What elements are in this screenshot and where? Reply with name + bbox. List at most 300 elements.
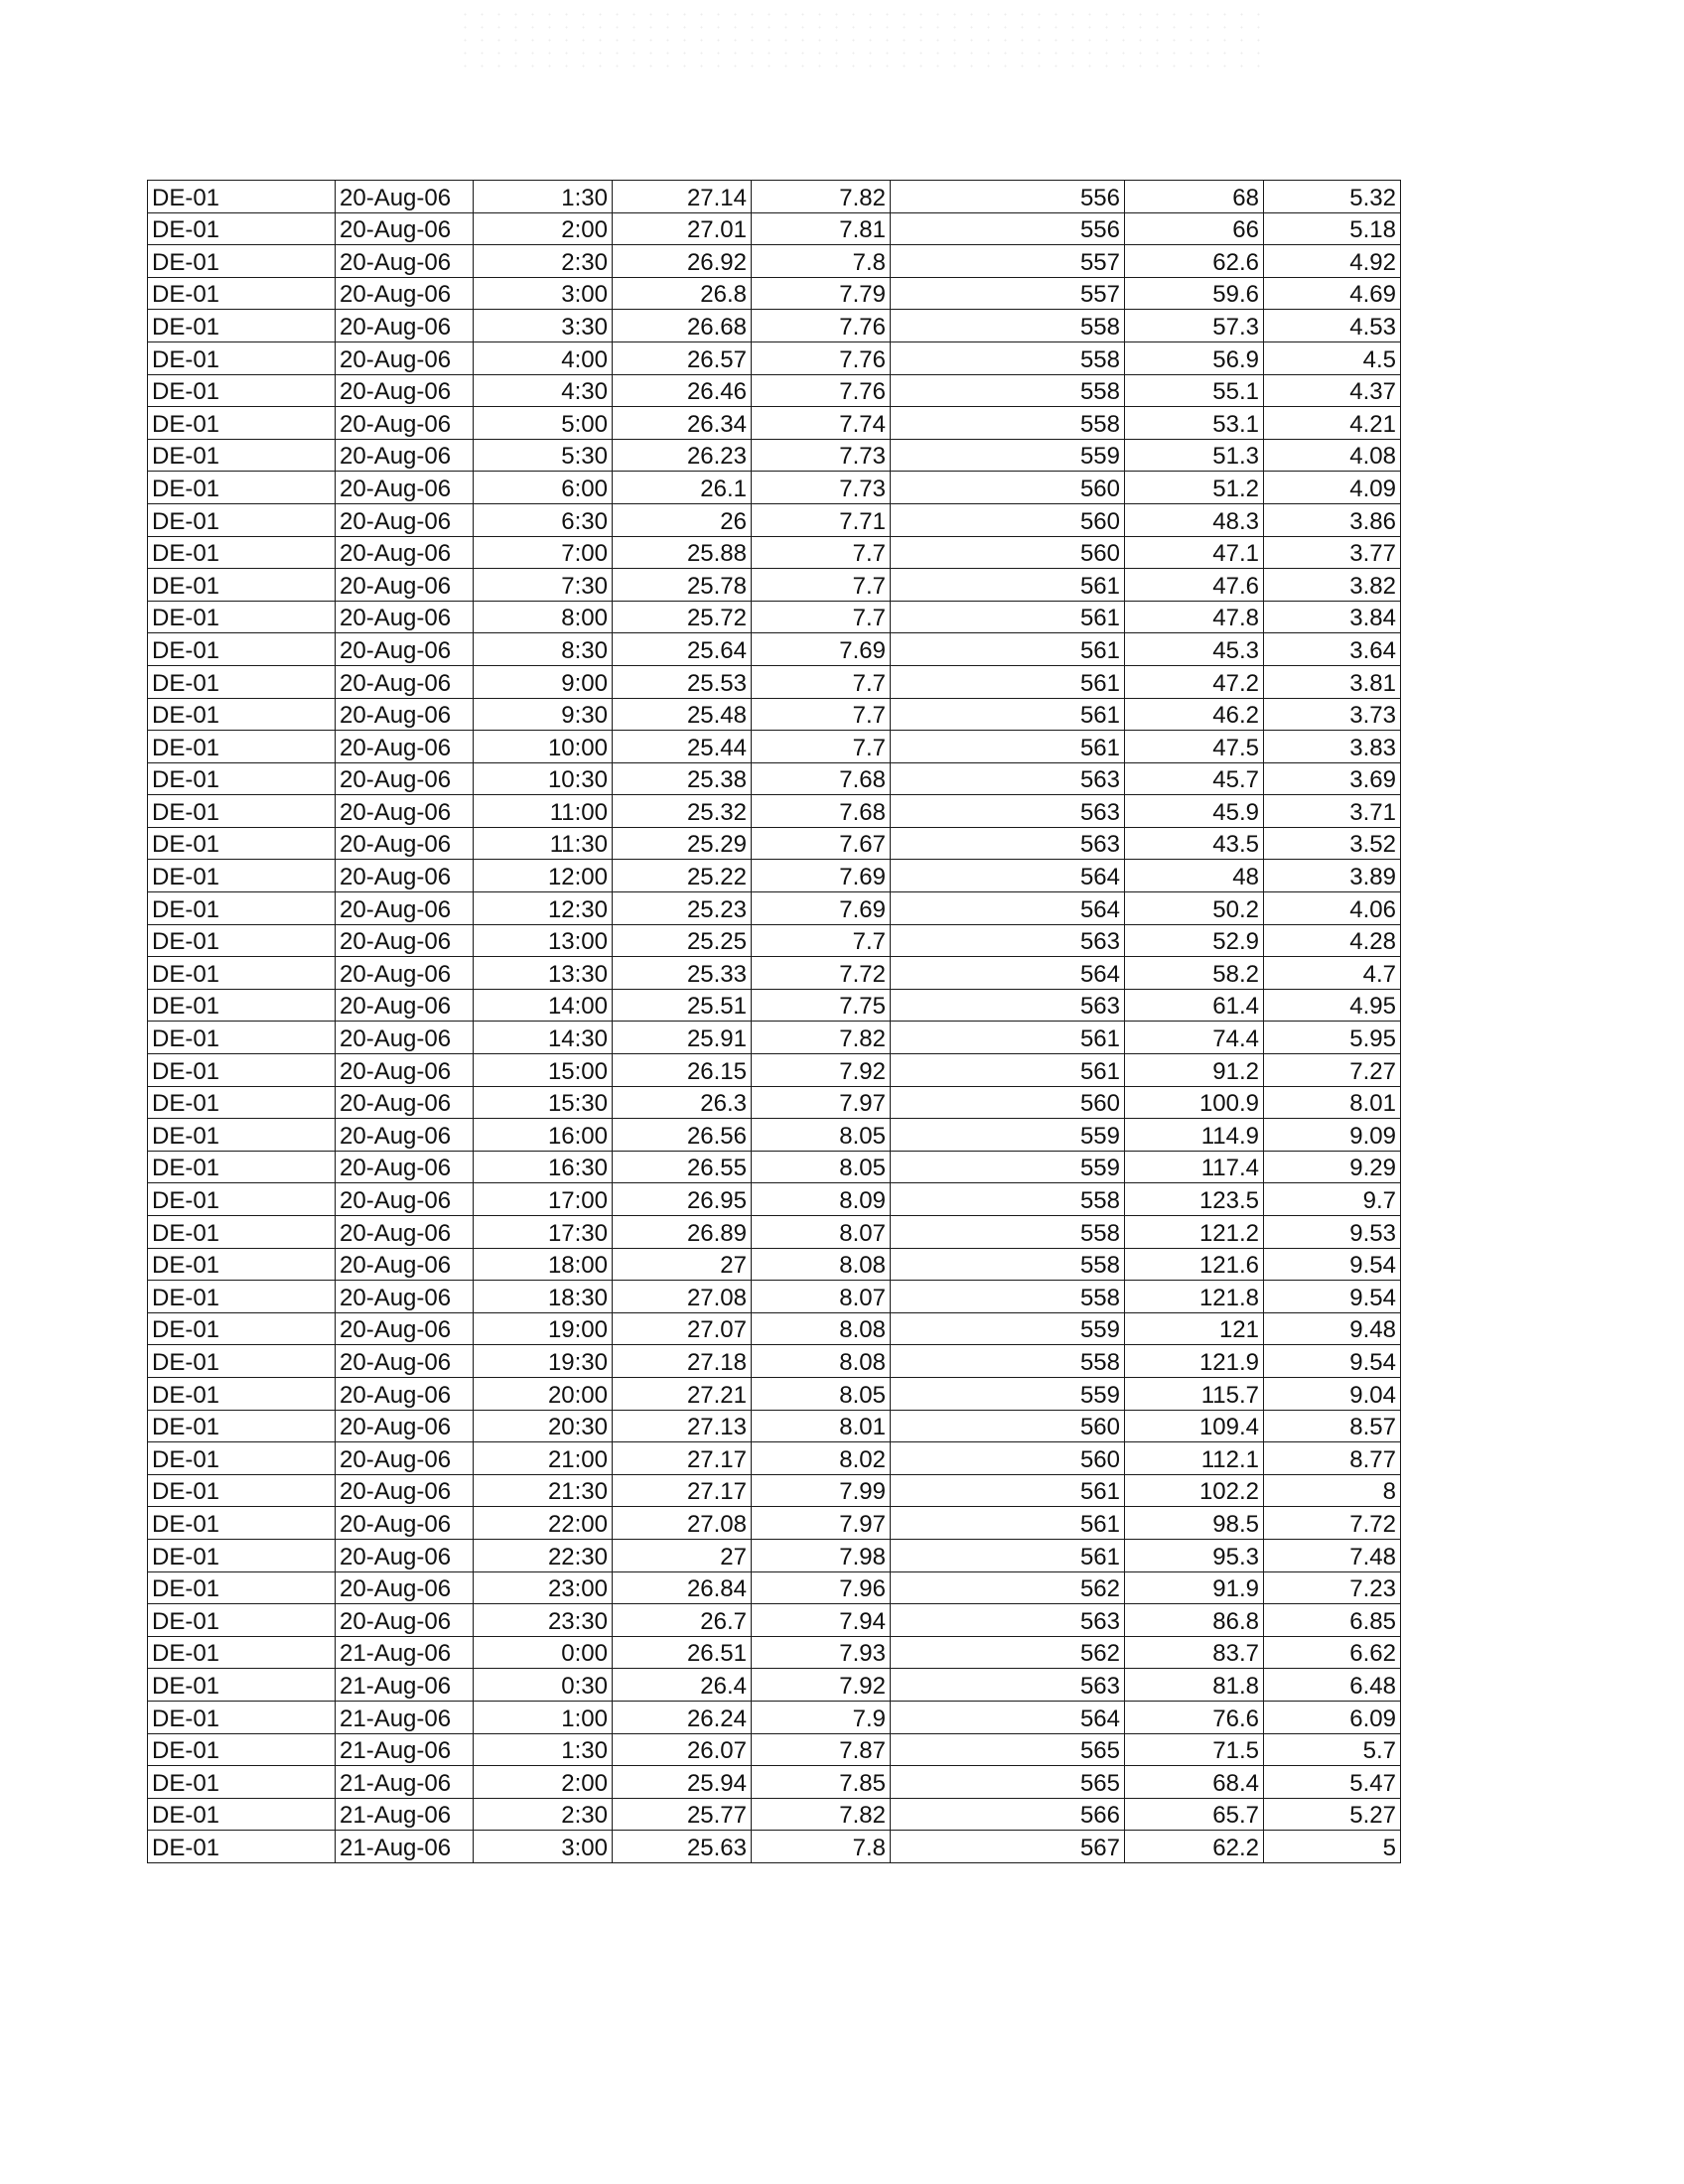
date-cell: 20-Aug-06 bbox=[336, 1507, 474, 1540]
ph-cell: 7.7 bbox=[752, 924, 891, 957]
station-cell: DE-01 bbox=[148, 1604, 336, 1637]
ph-cell: 7.7 bbox=[752, 536, 891, 569]
time-cell: 20:30 bbox=[474, 1410, 613, 1442]
do-concentration-cell: 4.37 bbox=[1264, 374, 1401, 407]
do-saturation-cell: 47.2 bbox=[1125, 665, 1264, 698]
table-row bbox=[148, 1669, 1401, 1702]
date-cell: 20-Aug-06 bbox=[336, 1474, 474, 1507]
date-cell: 21-Aug-06 bbox=[336, 1701, 474, 1733]
conductivity-cell: 563 bbox=[891, 762, 1125, 795]
date-cell: 20-Aug-06 bbox=[336, 277, 474, 310]
conductivity-cell: 560 bbox=[891, 1442, 1125, 1475]
conductivity-cell: 559 bbox=[891, 1151, 1125, 1183]
do-saturation-cell: 83.7 bbox=[1125, 1636, 1264, 1669]
ph-cell: 7.94 bbox=[752, 1604, 891, 1637]
time-cell: 16:00 bbox=[474, 1119, 613, 1152]
time-cell: 15:00 bbox=[474, 1054, 613, 1087]
time-cell: 15:30 bbox=[474, 1086, 613, 1119]
temperature-cell: 27 bbox=[613, 1248, 752, 1281]
do-saturation-cell: 48 bbox=[1125, 860, 1264, 892]
do-concentration-cell: 7.23 bbox=[1264, 1571, 1401, 1604]
ph-cell: 8.05 bbox=[752, 1151, 891, 1183]
table-row bbox=[148, 1410, 1401, 1442]
time-cell: 11:00 bbox=[474, 795, 613, 828]
table-row bbox=[148, 1701, 1401, 1733]
station-cell: DE-01 bbox=[148, 1248, 336, 1281]
date-cell: 20-Aug-06 bbox=[336, 1410, 474, 1442]
table-row bbox=[148, 1248, 1401, 1281]
do-saturation-cell: 47.6 bbox=[1125, 569, 1264, 602]
time-cell: 21:00 bbox=[474, 1442, 613, 1475]
time-cell: 4:30 bbox=[474, 374, 613, 407]
table-row bbox=[148, 181, 1401, 213]
do-saturation-cell: 100.9 bbox=[1125, 1086, 1264, 1119]
date-cell: 21-Aug-06 bbox=[336, 1636, 474, 1669]
conductivity-cell: 560 bbox=[891, 503, 1125, 536]
temperature-cell: 25.23 bbox=[613, 892, 752, 925]
conductivity-cell: 561 bbox=[891, 698, 1125, 731]
conductivity-cell: 559 bbox=[891, 1312, 1125, 1345]
ph-cell: 7.98 bbox=[752, 1539, 891, 1571]
time-cell: 3:00 bbox=[474, 1831, 613, 1863]
do-saturation-cell: 50.2 bbox=[1125, 892, 1264, 925]
temperature-cell: 25.78 bbox=[613, 569, 752, 602]
do-saturation-cell: 57.3 bbox=[1125, 310, 1264, 342]
temperature-cell: 26.95 bbox=[613, 1183, 752, 1216]
time-cell: 10:30 bbox=[474, 762, 613, 795]
do-concentration-cell: 3.81 bbox=[1264, 665, 1401, 698]
time-cell: 5:00 bbox=[474, 407, 613, 440]
temperature-cell: 26.8 bbox=[613, 277, 752, 310]
conductivity-cell: 558 bbox=[891, 1183, 1125, 1216]
station-cell: DE-01 bbox=[148, 1442, 336, 1475]
station-cell: DE-01 bbox=[148, 957, 336, 990]
do-saturation-cell: 121 bbox=[1125, 1312, 1264, 1345]
date-cell: 20-Aug-06 bbox=[336, 892, 474, 925]
do-concentration-cell: 9.54 bbox=[1264, 1281, 1401, 1313]
conductivity-cell: 564 bbox=[891, 860, 1125, 892]
ph-cell: 7.76 bbox=[752, 374, 891, 407]
conductivity-cell: 559 bbox=[891, 1377, 1125, 1410]
do-saturation-cell: 62.2 bbox=[1125, 1831, 1264, 1863]
temperature-cell: 25.77 bbox=[613, 1798, 752, 1831]
temperature-cell: 27.13 bbox=[613, 1410, 752, 1442]
conductivity-cell: 563 bbox=[891, 827, 1125, 860]
station-cell: DE-01 bbox=[148, 1571, 336, 1604]
temperature-cell: 27.07 bbox=[613, 1312, 752, 1345]
date-cell: 20-Aug-06 bbox=[336, 795, 474, 828]
do-concentration-cell: 6.85 bbox=[1264, 1604, 1401, 1637]
ph-cell: 7.73 bbox=[752, 472, 891, 504]
time-cell: 8:00 bbox=[474, 601, 613, 633]
temperature-cell: 25.51 bbox=[613, 989, 752, 1022]
scan-speckle bbox=[457, 8, 1271, 77]
time-cell: 1:30 bbox=[474, 181, 613, 213]
conductivity-cell: 562 bbox=[891, 1636, 1125, 1669]
station-cell: DE-01 bbox=[148, 698, 336, 731]
table-row bbox=[148, 1119, 1401, 1152]
do-concentration-cell: 3.73 bbox=[1264, 698, 1401, 731]
do-saturation-cell: 95.3 bbox=[1125, 1539, 1264, 1571]
ph-cell: 7.93 bbox=[752, 1636, 891, 1669]
table-row bbox=[148, 827, 1401, 860]
table-row bbox=[148, 439, 1401, 472]
do-saturation-cell: 91.9 bbox=[1125, 1571, 1264, 1604]
time-cell: 2:00 bbox=[474, 212, 613, 245]
station-cell: DE-01 bbox=[148, 407, 336, 440]
ph-cell: 7.92 bbox=[752, 1054, 891, 1087]
time-cell: 3:30 bbox=[474, 310, 613, 342]
ph-cell: 7.9 bbox=[752, 1701, 891, 1733]
do-saturation-cell: 81.8 bbox=[1125, 1669, 1264, 1702]
conductivity-cell: 558 bbox=[891, 341, 1125, 374]
table-row bbox=[148, 1183, 1401, 1216]
station-cell: DE-01 bbox=[148, 1507, 336, 1540]
do-saturation-cell: 61.4 bbox=[1125, 989, 1264, 1022]
do-concentration-cell: 4.95 bbox=[1264, 989, 1401, 1022]
table-row bbox=[148, 1281, 1401, 1313]
table-row bbox=[148, 212, 1401, 245]
temperature-cell: 26.92 bbox=[613, 245, 752, 278]
do-concentration-cell: 5.27 bbox=[1264, 1798, 1401, 1831]
do-saturation-cell: 47.5 bbox=[1125, 731, 1264, 763]
ph-cell: 8.05 bbox=[752, 1119, 891, 1152]
do-saturation-cell: 121.6 bbox=[1125, 1248, 1264, 1281]
ph-cell: 7.7 bbox=[752, 569, 891, 602]
ph-cell: 7.68 bbox=[752, 795, 891, 828]
time-cell: 6:00 bbox=[474, 472, 613, 504]
date-cell: 20-Aug-06 bbox=[336, 601, 474, 633]
time-cell: 21:30 bbox=[474, 1474, 613, 1507]
time-cell: 9:30 bbox=[474, 698, 613, 731]
conductivity-cell: 565 bbox=[891, 1733, 1125, 1766]
station-cell: DE-01 bbox=[148, 1766, 336, 1799]
temperature-cell: 26.55 bbox=[613, 1151, 752, 1183]
table-row bbox=[148, 892, 1401, 925]
time-cell: 11:30 bbox=[474, 827, 613, 860]
do-saturation-cell: 58.2 bbox=[1125, 957, 1264, 990]
station-cell: DE-01 bbox=[148, 1312, 336, 1345]
station-cell: DE-01 bbox=[148, 860, 336, 892]
time-cell: 13:00 bbox=[474, 924, 613, 957]
do-saturation-cell: 115.7 bbox=[1125, 1377, 1264, 1410]
do-concentration-cell: 5.32 bbox=[1264, 181, 1401, 213]
table-row bbox=[148, 245, 1401, 278]
table-row bbox=[148, 633, 1401, 666]
do-saturation-cell: 112.1 bbox=[1125, 1442, 1264, 1475]
time-cell: 13:30 bbox=[474, 957, 613, 990]
do-concentration-cell: 8.77 bbox=[1264, 1442, 1401, 1475]
do-saturation-cell: 47.8 bbox=[1125, 601, 1264, 633]
station-cell: DE-01 bbox=[148, 1636, 336, 1669]
time-cell: 23:00 bbox=[474, 1571, 613, 1604]
do-saturation-cell: 45.3 bbox=[1125, 633, 1264, 666]
station-cell: DE-01 bbox=[148, 341, 336, 374]
ph-cell: 7.82 bbox=[752, 1022, 891, 1054]
table-row bbox=[148, 374, 1401, 407]
table-row bbox=[148, 1539, 1401, 1571]
time-cell: 20:00 bbox=[474, 1377, 613, 1410]
temperature-cell: 25.25 bbox=[613, 924, 752, 957]
time-cell: 10:00 bbox=[474, 731, 613, 763]
do-concentration-cell: 3.69 bbox=[1264, 762, 1401, 795]
ph-cell: 8.08 bbox=[752, 1345, 891, 1378]
date-cell: 20-Aug-06 bbox=[336, 1183, 474, 1216]
ph-cell: 7.68 bbox=[752, 762, 891, 795]
ph-cell: 7.76 bbox=[752, 310, 891, 342]
do-saturation-cell: 121.8 bbox=[1125, 1281, 1264, 1313]
do-concentration-cell: 3.89 bbox=[1264, 860, 1401, 892]
do-concentration-cell: 4.69 bbox=[1264, 277, 1401, 310]
station-cell: DE-01 bbox=[148, 924, 336, 957]
do-concentration-cell: 3.84 bbox=[1264, 601, 1401, 633]
do-saturation-cell: 121.9 bbox=[1125, 1345, 1264, 1378]
date-cell: 20-Aug-06 bbox=[336, 181, 474, 213]
date-cell: 20-Aug-06 bbox=[336, 860, 474, 892]
station-cell: DE-01 bbox=[148, 310, 336, 342]
conductivity-cell: 560 bbox=[891, 1410, 1125, 1442]
date-cell: 20-Aug-06 bbox=[336, 1086, 474, 1119]
station-cell: DE-01 bbox=[148, 212, 336, 245]
time-cell: 12:00 bbox=[474, 860, 613, 892]
station-cell: DE-01 bbox=[148, 1151, 336, 1183]
do-saturation-cell: 47.1 bbox=[1125, 536, 1264, 569]
temperature-cell: 26.7 bbox=[613, 1604, 752, 1637]
station-cell: DE-01 bbox=[148, 1119, 336, 1152]
conductivity-cell: 564 bbox=[891, 957, 1125, 990]
temperature-cell: 26.57 bbox=[613, 341, 752, 374]
station-cell: DE-01 bbox=[148, 762, 336, 795]
conductivity-cell: 564 bbox=[891, 1701, 1125, 1733]
temperature-cell: 27.14 bbox=[613, 181, 752, 213]
do-concentration-cell: 3.71 bbox=[1264, 795, 1401, 828]
station-cell: DE-01 bbox=[148, 1701, 336, 1733]
ph-cell: 7.82 bbox=[752, 181, 891, 213]
do-concentration-cell: 7.27 bbox=[1264, 1054, 1401, 1087]
station-cell: DE-01 bbox=[148, 1733, 336, 1766]
do-saturation-cell: 59.6 bbox=[1125, 277, 1264, 310]
time-cell: 1:30 bbox=[474, 1733, 613, 1766]
do-concentration-cell: 3.52 bbox=[1264, 827, 1401, 860]
table-row bbox=[148, 1733, 1401, 1766]
do-saturation-cell: 102.2 bbox=[1125, 1474, 1264, 1507]
do-concentration-cell: 5.95 bbox=[1264, 1022, 1401, 1054]
time-cell: 23:30 bbox=[474, 1604, 613, 1637]
ph-cell: 8.05 bbox=[752, 1377, 891, 1410]
do-concentration-cell: 3.86 bbox=[1264, 503, 1401, 536]
temperature-cell: 26.07 bbox=[613, 1733, 752, 1766]
station-cell: DE-01 bbox=[148, 601, 336, 633]
time-cell: 9:00 bbox=[474, 665, 613, 698]
temperature-cell: 25.53 bbox=[613, 665, 752, 698]
ph-cell: 7.7 bbox=[752, 601, 891, 633]
ph-cell: 7.72 bbox=[752, 957, 891, 990]
do-concentration-cell: 4.92 bbox=[1264, 245, 1401, 278]
ph-cell: 7.67 bbox=[752, 827, 891, 860]
time-cell: 12:30 bbox=[474, 892, 613, 925]
station-cell: DE-01 bbox=[148, 1216, 336, 1249]
temperature-cell: 25.33 bbox=[613, 957, 752, 990]
date-cell: 20-Aug-06 bbox=[336, 245, 474, 278]
do-saturation-cell: 53.1 bbox=[1125, 407, 1264, 440]
conductivity-cell: 563 bbox=[891, 1669, 1125, 1702]
do-saturation-cell: 117.4 bbox=[1125, 1151, 1264, 1183]
date-cell: 20-Aug-06 bbox=[336, 439, 474, 472]
do-saturation-cell: 56.9 bbox=[1125, 341, 1264, 374]
do-concentration-cell: 7.72 bbox=[1264, 1507, 1401, 1540]
conductivity-cell: 556 bbox=[891, 212, 1125, 245]
station-cell: DE-01 bbox=[148, 1831, 336, 1863]
ph-cell: 7.97 bbox=[752, 1507, 891, 1540]
conductivity-cell: 557 bbox=[891, 245, 1125, 278]
table-row bbox=[148, 795, 1401, 828]
do-saturation-cell: 91.2 bbox=[1125, 1054, 1264, 1087]
time-cell: 14:00 bbox=[474, 989, 613, 1022]
ph-cell: 7.87 bbox=[752, 1733, 891, 1766]
do-concentration-cell: 7.48 bbox=[1264, 1539, 1401, 1571]
do-saturation-cell: 45.9 bbox=[1125, 795, 1264, 828]
do-saturation-cell: 45.7 bbox=[1125, 762, 1264, 795]
time-cell: 6:30 bbox=[474, 503, 613, 536]
conductivity-cell: 558 bbox=[891, 1281, 1125, 1313]
ph-cell: 7.71 bbox=[752, 503, 891, 536]
temperature-cell: 25.72 bbox=[613, 601, 752, 633]
date-cell: 20-Aug-06 bbox=[336, 1022, 474, 1054]
station-cell: DE-01 bbox=[148, 245, 336, 278]
station-cell: DE-01 bbox=[148, 1669, 336, 1702]
time-cell: 19:30 bbox=[474, 1345, 613, 1378]
station-cell: DE-01 bbox=[148, 277, 336, 310]
date-cell: 20-Aug-06 bbox=[336, 827, 474, 860]
do-concentration-cell: 6.48 bbox=[1264, 1669, 1401, 1702]
temperature-cell: 26.46 bbox=[613, 374, 752, 407]
do-saturation-cell: 52.9 bbox=[1125, 924, 1264, 957]
temperature-cell: 25.88 bbox=[613, 536, 752, 569]
temperature-cell: 26.56 bbox=[613, 1119, 752, 1152]
date-cell: 20-Aug-06 bbox=[336, 1281, 474, 1313]
date-cell: 20-Aug-06 bbox=[336, 957, 474, 990]
temperature-cell: 26.84 bbox=[613, 1571, 752, 1604]
time-cell: 16:30 bbox=[474, 1151, 613, 1183]
station-cell: DE-01 bbox=[148, 503, 336, 536]
station-cell: DE-01 bbox=[148, 1474, 336, 1507]
station-cell: DE-01 bbox=[148, 1377, 336, 1410]
table-row bbox=[148, 601, 1401, 633]
conductivity-cell: 556 bbox=[891, 181, 1125, 213]
temperature-cell: 26.68 bbox=[613, 310, 752, 342]
do-saturation-cell: 121.2 bbox=[1125, 1216, 1264, 1249]
ph-cell: 7.76 bbox=[752, 341, 891, 374]
station-cell: DE-01 bbox=[148, 1798, 336, 1831]
do-concentration-cell: 6.62 bbox=[1264, 1636, 1401, 1669]
temperature-cell: 27.18 bbox=[613, 1345, 752, 1378]
conductivity-cell: 561 bbox=[891, 665, 1125, 698]
ph-cell: 7.79 bbox=[752, 277, 891, 310]
date-cell: 20-Aug-06 bbox=[336, 1119, 474, 1152]
conductivity-cell: 561 bbox=[891, 731, 1125, 763]
time-cell: 2:30 bbox=[474, 245, 613, 278]
ph-cell: 7.92 bbox=[752, 1669, 891, 1702]
do-concentration-cell: 6.09 bbox=[1264, 1701, 1401, 1733]
station-cell: DE-01 bbox=[148, 536, 336, 569]
do-concentration-cell: 9.09 bbox=[1264, 1119, 1401, 1152]
table-row bbox=[148, 503, 1401, 536]
table-row bbox=[148, 277, 1401, 310]
date-cell: 21-Aug-06 bbox=[336, 1798, 474, 1831]
table-row bbox=[148, 1571, 1401, 1604]
ph-cell: 8.02 bbox=[752, 1442, 891, 1475]
do-concentration-cell: 4.7 bbox=[1264, 957, 1401, 990]
temperature-cell: 27.08 bbox=[613, 1281, 752, 1313]
station-cell: DE-01 bbox=[148, 1086, 336, 1119]
conductivity-cell: 558 bbox=[891, 407, 1125, 440]
conductivity-cell: 561 bbox=[891, 633, 1125, 666]
temperature-cell: 27.01 bbox=[613, 212, 752, 245]
do-saturation-cell: 43.5 bbox=[1125, 827, 1264, 860]
time-cell: 4:00 bbox=[474, 341, 613, 374]
time-cell: 0:30 bbox=[474, 1669, 613, 1702]
station-cell: DE-01 bbox=[148, 633, 336, 666]
temperature-cell: 26.24 bbox=[613, 1701, 752, 1733]
temperature-cell: 27 bbox=[613, 1539, 752, 1571]
do-concentration-cell: 4.28 bbox=[1264, 924, 1401, 957]
time-cell: 18:30 bbox=[474, 1281, 613, 1313]
do-concentration-cell: 9.7 bbox=[1264, 1183, 1401, 1216]
date-cell: 20-Aug-06 bbox=[336, 310, 474, 342]
conductivity-cell: 560 bbox=[891, 536, 1125, 569]
do-saturation-cell: 51.2 bbox=[1125, 472, 1264, 504]
do-saturation-cell: 65.7 bbox=[1125, 1798, 1264, 1831]
table-row bbox=[148, 1151, 1401, 1183]
time-cell: 14:30 bbox=[474, 1022, 613, 1054]
time-cell: 18:00 bbox=[474, 1248, 613, 1281]
table-row bbox=[148, 1312, 1401, 1345]
do-concentration-cell: 9.29 bbox=[1264, 1151, 1401, 1183]
temperature-cell: 26.23 bbox=[613, 439, 752, 472]
station-cell: DE-01 bbox=[148, 439, 336, 472]
do-concentration-cell: 3.83 bbox=[1264, 731, 1401, 763]
station-cell: DE-01 bbox=[148, 1054, 336, 1087]
table-row bbox=[148, 1507, 1401, 1540]
do-concentration-cell: 4.08 bbox=[1264, 439, 1401, 472]
time-cell: 7:30 bbox=[474, 569, 613, 602]
date-cell: 20-Aug-06 bbox=[336, 1151, 474, 1183]
station-cell: DE-01 bbox=[148, 569, 336, 602]
conductivity-cell: 563 bbox=[891, 1604, 1125, 1637]
date-cell: 20-Aug-06 bbox=[336, 1539, 474, 1571]
do-concentration-cell: 8.57 bbox=[1264, 1410, 1401, 1442]
date-cell: 20-Aug-06 bbox=[336, 1442, 474, 1475]
temperature-cell: 25.22 bbox=[613, 860, 752, 892]
do-saturation-cell: 76.6 bbox=[1125, 1701, 1264, 1733]
conductivity-cell: 558 bbox=[891, 374, 1125, 407]
ph-cell: 7.7 bbox=[752, 698, 891, 731]
conductivity-cell: 562 bbox=[891, 1571, 1125, 1604]
temperature-cell: 27.17 bbox=[613, 1474, 752, 1507]
station-cell: DE-01 bbox=[148, 374, 336, 407]
table-row bbox=[148, 1022, 1401, 1054]
table-row bbox=[148, 472, 1401, 504]
temperature-cell: 26 bbox=[613, 503, 752, 536]
station-cell: DE-01 bbox=[148, 1539, 336, 1571]
conductivity-cell: 557 bbox=[891, 277, 1125, 310]
temperature-cell: 25.38 bbox=[613, 762, 752, 795]
do-concentration-cell: 4.06 bbox=[1264, 892, 1401, 925]
date-cell: 21-Aug-06 bbox=[336, 1733, 474, 1766]
date-cell: 20-Aug-06 bbox=[336, 341, 474, 374]
do-concentration-cell: 9.54 bbox=[1264, 1248, 1401, 1281]
temperature-cell: 25.64 bbox=[613, 633, 752, 666]
